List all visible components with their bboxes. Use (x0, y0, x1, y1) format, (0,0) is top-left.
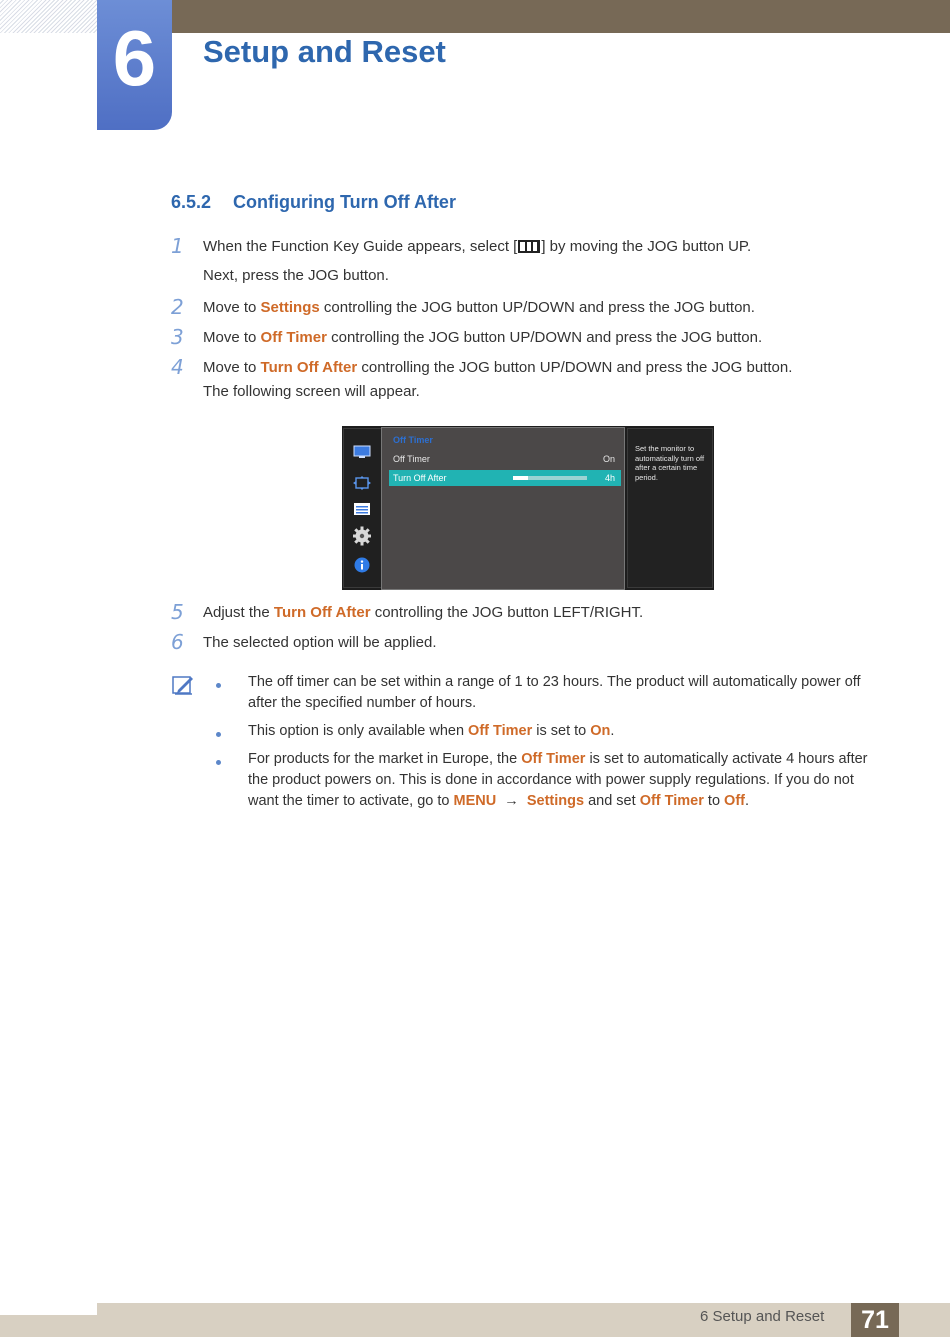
section-title: Configuring Turn Off After (233, 192, 456, 212)
chapter-number: 6 (112, 14, 157, 102)
osd-row-label: Turn Off After (393, 473, 447, 483)
note-item: This option is only available when Off Timer is set to On. (248, 723, 615, 739)
footer-chapter-label: 6 Setup and Reset (700, 1308, 825, 1325)
step-number: 2 (171, 295, 184, 319)
osd-help-text: Set the monitor to automatically turn off after a certain time period. (635, 444, 705, 482)
step-number: 5 (171, 600, 184, 624)
menu-list-icon (353, 502, 371, 516)
bullet (216, 732, 221, 737)
jog-guide-icon (518, 240, 540, 253)
osd-menu-title: Off Timer (393, 435, 433, 445)
monitor-icon (353, 445, 371, 459)
osd-slider-fill (513, 476, 528, 480)
step-text: Move to Turn Off After controlling the JOG button UP/DOWN and press the JOG button. (203, 359, 793, 376)
step-text: Move to Settings controlling the JOG button UP/DOWN and press the JOG button. (203, 299, 755, 316)
note-icon (172, 675, 194, 695)
footer-bar-left (0, 1315, 97, 1337)
header-hatch (0, 0, 97, 33)
osd-row-off-timer (389, 452, 621, 467)
step-text: Adjust the Turn Off After controlling the JOG button LEFT/RIGHT. (203, 604, 644, 621)
step-text: Move to Off Timer controlling the JOG button UP/DOWN and press the JOG button. (203, 329, 763, 346)
note-item: The off timer can be set within a range of 1 to 23 hours. The product will automatically power off after the specified number of hours. (248, 674, 861, 711)
bullet (216, 683, 221, 688)
chapter-title: Setup and Reset (203, 34, 446, 69)
note-item: For products for the market in Europe, the Off Timer is set to automatically activate 4 hours after the product powers on. This is done in accordance with power supply regulations. If you do not want the timer to activate, go to MENU → Settings and set Off Timer to Off. (248, 751, 868, 809)
step-text-line2: Next, press the JOG button. (203, 267, 389, 284)
step-number: 6 (171, 630, 184, 654)
section-number: 6.5.2 (171, 192, 212, 212)
step-number: 4 (171, 355, 184, 379)
step-number: 3 (171, 325, 184, 349)
arrow-icon: → (504, 793, 519, 809)
osd-row-label: Off Timer (393, 454, 430, 464)
step-text: The selected option will be applied. (203, 634, 437, 651)
bullet (216, 760, 221, 765)
step-number: 1 (171, 234, 184, 258)
resize-icon (353, 476, 371, 490)
osd-row-turn-off-after (389, 470, 621, 486)
info-icon (353, 557, 371, 573)
step-text: When the Function Key Guide appears, select [ ] by moving the JOG button UP. (203, 238, 752, 255)
page-number: 71 (851, 1303, 899, 1337)
header-bar (97, 0, 950, 33)
step-text-line2: The following screen will appear. (203, 383, 420, 400)
osd-row-value: 4h (604, 473, 615, 483)
osd-row-value: On (602, 454, 615, 464)
osd-slider-track (513, 476, 587, 480)
gear-icon (353, 526, 371, 546)
section-heading (171, 192, 456, 213)
